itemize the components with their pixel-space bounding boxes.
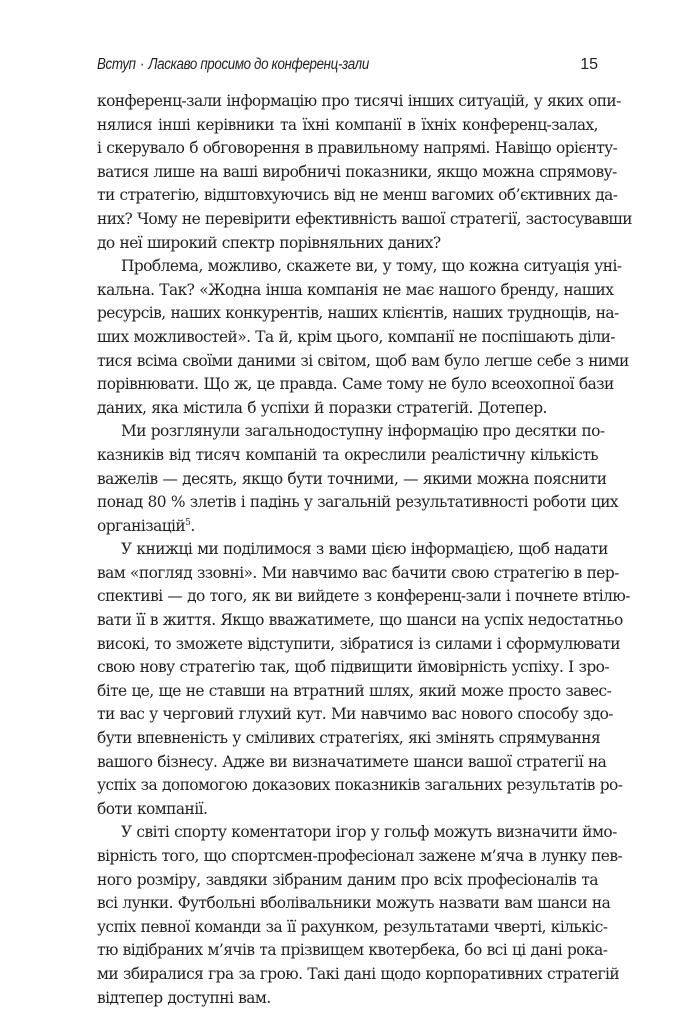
text-line: ватися лише на ваші виробничі показники, якщо можна спрямову-	[97, 162, 617, 181]
text-line: ти стратегію, відштовхуючись від не менш вагомих об’єктивних да-	[97, 186, 618, 205]
paragraph	[97, 420, 619, 538]
text-line: успіх певної команди за її рахунком, результатами чверті, кількіс-	[97, 917, 608, 936]
text-line: У книжці ми поділимося з вами цією інформацією, щоб надати	[121, 540, 608, 559]
text-line: вашого бізнесу. Адже ви визначатимете шанси вашої стратегії на	[97, 752, 607, 771]
text-line: і скерувало б обговорення в правильному напрямі. Навіщо орієнту-	[97, 139, 618, 158]
text-line: вати її в життя. Якщо вважатимете, що шанси на успіх недостатньо	[97, 611, 623, 630]
text-line: порівнювати. Що ж, це правда. Саме тому не було всеохопної бази	[97, 375, 614, 394]
text-line: всі лунки. Футбольні вболівальники можуть назвати вам шанси на	[97, 894, 611, 913]
text-line: вірність того, що спортсмен-професіонал зажене м’яча в лунку пев-	[97, 847, 623, 865]
text-line-content: організацій	[97, 516, 186, 535]
text-line: бути впевненість у сміливих стратегіях, які змінять спрямування	[97, 729, 601, 748]
paragraph	[97, 538, 630, 821]
text-line: ного розміру, завдяки зібраним даним про всіх професіоналів та	[97, 870, 598, 889]
text-line: ших можливостей». Та й, крім цього, компанії не поспішають діли-	[97, 327, 615, 346]
header-chapter-title: Ласкаво просимо до конференц-зали	[148, 56, 369, 73]
text-line: ти вас у черговий глухий кут. Ми навчимо вас нового способу здо-	[97, 705, 613, 724]
header-separator: ·	[139, 56, 145, 73]
text-line: нялися інші керівники та їхні компанії в їхніх конференц-залах,	[97, 115, 598, 134]
header-section: Вступ	[97, 56, 136, 73]
paragraph	[97, 821, 623, 1010]
sentence-end: .	[190, 516, 195, 535]
text-line: спективі — до того, як ви вийдете з конференц-зали і почнете втілю-	[97, 587, 630, 606]
text-line: вам «погляд ззовні». Ми навчимо вас бачити свою стратегію в пер-	[97, 563, 619, 582]
text-line: успіх за допомогою доказових показників загальних результатів ро-	[97, 776, 623, 795]
text-line: високі, то зможете відступити, зібратися із силами і сформулювати	[97, 634, 620, 653]
body-text	[97, 90, 632, 1010]
footnote-reference[interactable]: 5	[185, 517, 191, 528]
running-header	[97, 56, 528, 78]
text-line: даних, яка містила б успіхи й поразки стратегій. Дотепер.	[97, 398, 547, 417]
text-line: кальна. Так? «Жодна інша компанія не має нашого бренду, наших	[97, 280, 614, 299]
text-line: них? Чому не перевірити ефективність вашої стратегії, застосувавши	[97, 209, 632, 228]
text-line: важелів — десять, якщо бути точними, — якими можна пояснити	[97, 469, 607, 488]
text-line	[97, 515, 598, 539]
text-line: свою нову стратегію так, щоб підвищити ймовірність успіху. І зро-	[97, 658, 610, 677]
text-line: казників від тисяч компаній та окреслили реалістичну кількість	[97, 445, 598, 464]
text-line: Ми розглянули загальнодоступну інформацію про десятки по-	[121, 422, 605, 441]
text-line: боти компанії.	[97, 799, 208, 818]
page-number: 15	[580, 56, 598, 73]
text-line: понад 80 % злетів і падінь у загальній результативності роботи цих	[97, 493, 619, 512]
text-line: до неї широкий спектр порівняльних даних?	[97, 233, 441, 252]
text-line: Проблема, можливо, скажете ви, у тому, що кожна ситуація уні-	[121, 257, 622, 276]
paragraph	[97, 90, 632, 255]
text-line: У світі спорту коментатори ігор у гольф можуть визначити ймо-	[121, 823, 617, 842]
text-line: ресурсів, наших конкурентів, наших клієнтів, наших труднощів, на-	[97, 304, 619, 323]
text-line: конференц-зали інформацію про тисячі інших ситуацій, у яких опи-	[97, 92, 621, 110]
text-line: тися всіма своїми даними зі світом, щоб вам було легше себе з ними	[97, 351, 629, 370]
text-line: ми збиралися гра за грою. Такі дані щодо корпоративних стратегій	[97, 964, 620, 983]
text-line: біте це, ще не ставши на втратний шлях, який може просто завес-	[97, 681, 612, 700]
text-line: відтепер доступні вам.	[97, 988, 271, 1007]
text-line: тю відібраних м’ячів та прізвищем квотербека, бо всі ці дані рока-	[97, 941, 608, 960]
paragraph	[97, 255, 629, 420]
